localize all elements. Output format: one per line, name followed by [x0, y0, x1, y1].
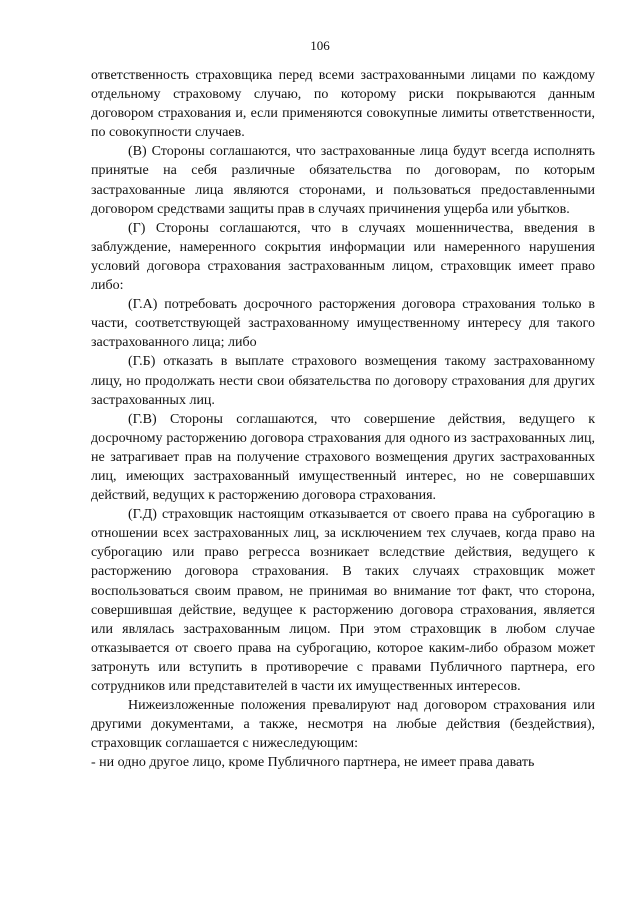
- document-body: [91, 66, 595, 772]
- page-number: 106: [310, 38, 330, 53]
- paragraph-clause-g-v: (Г.В) Стороны соглашаются, что совершение действия, ведущего к досрочному расторжению договора страхования для одного из застрахованных лиц, не затрагивает прав на получение страхового возмещения других застрахованных лиц, имеющих застрахованный имущественный интерес, но не совершавших действий, ведущих к расторжению договора страхования.: [91, 411, 595, 504]
- paragraph-provisions-intro: Нижеизложенные положения превалируют над договором страхования или другими документами, а также, несмотря на любые действия (бездействия), страховщик соглашается с нижеследующим:: [91, 698, 595, 752]
- paragraph-clause-g-d: (Г.Д) страховщик настоящим отказывается от своего права на суброгацию в отношении всех застрахованных лиц, за исключением тех случаев, когда право на суброгацию или право регресса возникает вследствие действия, ведущего к расторжению договора страхования. В таких случаях страховщик может воспользоваться своим правом, не принимая во внимание тот факт, что сторона, совершившая действие, ведущее к расторжению договора страхования, является или являлась застрахованным лицом. При этом страховщик в любом случае отказывается от своего права на суброгацию, которое каким-либо образом может затронуть или вступить в противоречие с правами Публичного партнера, его сотрудников или представителей в части их имущественных интересов.: [91, 507, 595, 694]
- paragraph-clause-g-a: (Г.А) потребовать досрочного расторжения договора страхования только в части, соответствующей застрахованному имущественному интересу для такого застрахованного лица; либо: [91, 297, 595, 351]
- paragraph-list-item: - ни одно другое лицо, кроме Публичного партнера, не имеет права давать: [91, 755, 535, 771]
- paragraph-clause-g-b: (Г.Б) отказать в выплате страхового возмещения такому застрахованному лицу, но продолжать нести свои обязательства по договору страхования для других застрахованных лиц.: [91, 354, 595, 408]
- paragraph-clause-g: (Г) Стороны соглашаются, что в случаях мошенничества, введения в заблуждение, намеренного сокрытия информации или намеренного нарушения условий договора страхования застрахованным лицом, страховщик имеет право либо:: [91, 220, 595, 294]
- paragraph-clause-v: (В) Стороны соглашаются, что застрахованные лица будут всегда исполнять принятые на себя различные обязательства по договорам, по которым застрахованные лица являются сторонами, и пользоваться предоставленными договором средствами защиты прав в случаях причинения ущерба или убытков.: [91, 144, 595, 217]
- paragraph-liability-continuation: ответственность страховщика перед всеми застрахованными лицами по каждому отдельному страховому случаю, по которому риски покрываются данным договором страхования и, если применяются совокупные лимиты ответственности, по совокупности случаев.: [91, 68, 595, 141]
